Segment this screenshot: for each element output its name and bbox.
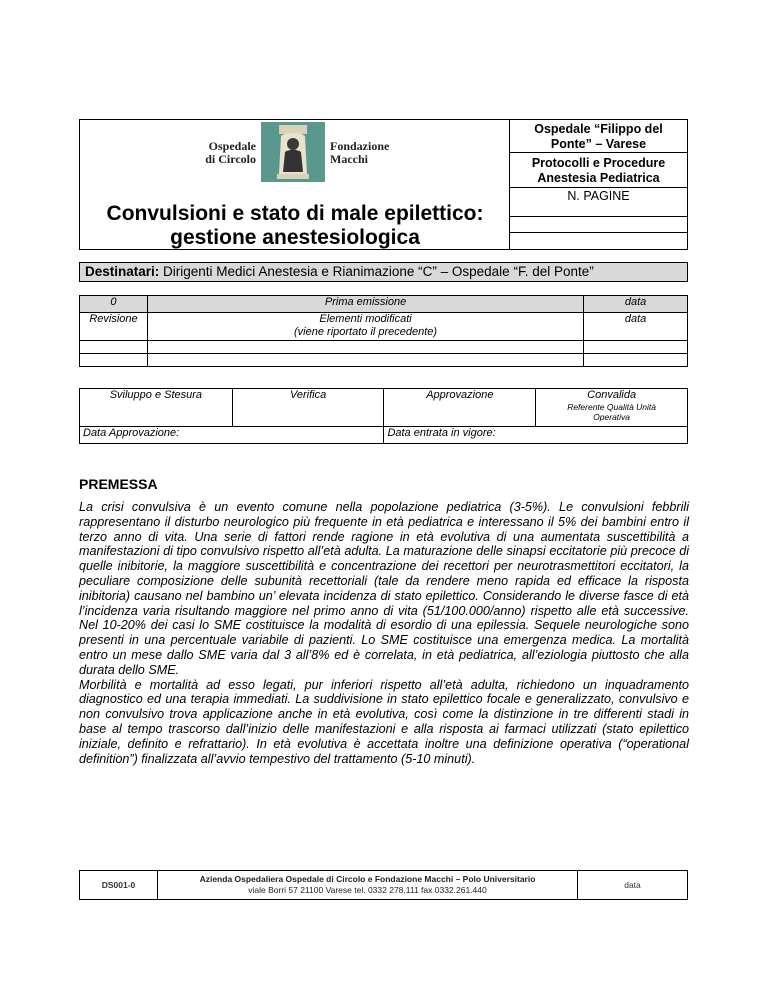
hospital-name-line1: Ospedale “Filippo del (534, 122, 663, 136)
recipients-label: Destinatari: (85, 264, 160, 279)
logo-left-text (194, 140, 256, 166)
development-cell: Sviluppo e Stesura (80, 389, 233, 427)
modified-elements-cell (147, 313, 583, 341)
revision-date: data (584, 296, 688, 313)
recipients-text: Dirigenti Medici Anestesia e Rianimazione “C” – Ospedale “F. del Ponte” (159, 264, 594, 279)
revision-label: Revisione (80, 313, 148, 341)
document-title (80, 202, 510, 250)
logo-left-line1: Ospedale (208, 139, 256, 153)
validation-label: Convalida (587, 389, 637, 401)
empty-cell-1 (510, 217, 687, 233)
protocol-line1: Protocolli e Procedure (531, 156, 666, 170)
modified-elements-line2: (viene riportato il precedente) (294, 326, 438, 338)
effective-date-label: Data entrata in vigore: (384, 427, 688, 444)
protocol-cell (510, 153, 687, 188)
logo-right-text (330, 140, 410, 166)
footer-address-line1: Azienda Ospedaliera Ospedale di Circolo e Fondazione Macchi – Polo Universitario (199, 874, 536, 884)
verification-cell: Verifica (232, 389, 384, 427)
validation-sub-line2: Operativa (593, 412, 631, 422)
revision-table (79, 295, 688, 367)
revision-description: Prima emissione (147, 296, 583, 313)
page-footer (79, 870, 688, 900)
revision-date-2: data (584, 313, 688, 341)
pages-cell (510, 188, 687, 217)
footer-date: data (624, 880, 641, 890)
revision-row-header (80, 313, 688, 341)
document-title-line2: gestione anestesiologica (170, 226, 420, 249)
revision-number: 0 (80, 296, 148, 313)
footer-address-line2: viale Borri 57 21100 Varese tel. 0332 278.111 fax 0332.261.440 (248, 885, 487, 895)
empty-cell-2 (510, 233, 687, 249)
hospital-name-line2: Ponte” – Varese (550, 137, 647, 151)
logo-right-line1: Fondazione (330, 139, 390, 153)
approval-row-roles (80, 389, 688, 427)
modified-elements-line1: Elementi modificati (319, 313, 412, 325)
validation-sub-line1: Referente Qualità Unità (567, 402, 657, 412)
hospital-emblem-icon (261, 122, 325, 182)
validation-cell (536, 389, 688, 427)
logo-left-line2: di Circolo (205, 152, 256, 166)
document-title-line1: Convulsioni e stato di male epilettico: (106, 202, 484, 225)
recipients-bar (79, 262, 688, 282)
footer-address (158, 871, 578, 899)
document-code: DS001-0 (80, 871, 158, 899)
body-text (79, 500, 689, 766)
revision-row-empty (80, 354, 688, 367)
logo-right-line2: Macchi (330, 152, 368, 166)
header-title-area (80, 120, 510, 249)
protocol-line2: Anestesia Pediatrica (537, 171, 660, 185)
section-title: PREMESSA (79, 476, 158, 492)
approval-table (79, 388, 688, 444)
revision-row-empty (80, 341, 688, 354)
document-header (79, 119, 688, 250)
approval-date-label: Data Approvazione: (80, 427, 384, 444)
revision-row-first (80, 296, 688, 313)
approval-cell: Approvazione (384, 389, 536, 427)
pages-label: N. PAGINE (567, 189, 630, 203)
header-info-column (510, 120, 687, 249)
paragraph: Morbilità e mortalità ad esso legati, pur inferiori rispetto all’età adulta, richiedono un inquadramento diagnostico ed una terapia immediati. La suddivisione in stato epilettico focale e generalizzato, convulsivo e non convulsivo trova applicazione anche in età evolutiva, così come la distinzione in tre differenti stadi in base al tempo trascorso dall’inizio delle manifestazioni e alla risposta ai farmaci utilizzati (stato epilettico iniziale, definito e refrattario). In età evolutiva è accettata inoltre una definizione operativa (“operational definition”) finalizzata all’avvio tempestivo del trattamento (5-10 minuti). (79, 677, 689, 766)
paragraph: La crisi convulsiva è un evento comune nella popolazione pediatrica (3-5%). Le convulsioni febbrili rappresentano il disturbo neurologico più frequente in età pediatrica e interessano il 5% dei bambini entro il terzo anno di vita. Una serie di fattori rende ragione in età evolutiva di una aumentata suscettibilità a manifestazioni di tipo convulsivo rispetto all’età adulta. La maturazione delle sinapsi eccitatorie più precoce di quelle inibitorie, la maggiore suscettibilità e concentrazione dei recettori per neurotrasmettitori eccitatori, la peculiare composizione delle subunità recettoriali (tale da rendere meno rapida ed efficace la risposta inibitoria) causano nel bambino un’ elevata incidenza di stato epilettico. Considerando le diverse fasce di età l’incidenza varia risultando maggiore nel primo anno di vita (51/100.000/anno) rispetto alle età successive. Nel 10-20% dei casi lo SME costituisce la modalità di esordio di una epilessia. Sequele neurologiche sono presenti in una percentuale variabile di pazienti. Lo SME costituisce una emergenza medica. La mortalità entro un mese dallo SME varia dal 3 all’8% ed è correlata, in età pediatrica, all’eziologia piuttosto che alla durata dello SME. (79, 500, 689, 677)
approval-row-dates (80, 427, 688, 444)
hospital-name-cell (510, 120, 687, 153)
